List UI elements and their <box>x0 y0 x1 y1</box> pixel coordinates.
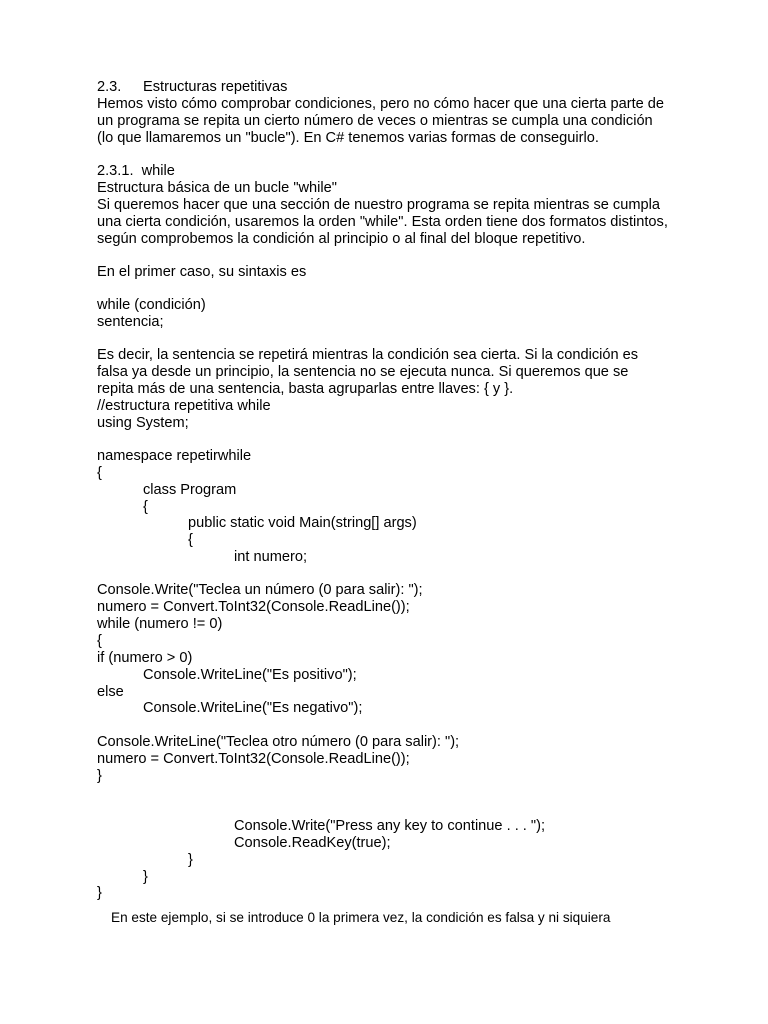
code-line: { <box>143 499 148 515</box>
code-line: } <box>143 869 148 885</box>
code-line: numero = Convert.ToInt32(Console.ReadLine()); <box>97 751 410 767</box>
section-number: 2.3. <box>97 79 122 95</box>
code-line: { <box>97 465 102 481</box>
code-line: if (numero > 0) <box>97 650 193 666</box>
code-line: Console.WriteLine("Teclea otro número (0 para salir): "); <box>97 734 460 750</box>
code-line: } <box>97 885 102 901</box>
section-heading <box>97 79 287 96</box>
paragraph-line: una cierta condición, usaremos la orden "while". Esta orden tiene dos formatos distintos, <box>97 214 668 230</box>
code-line: Console.WriteLine("Es negativo"); <box>143 700 363 716</box>
code-line: Console.Write("Press any key to continue . . . "); <box>234 818 546 834</box>
paragraph-line: según comprobemos la condición al principio o al final del bloque repetitivo. <box>97 231 586 247</box>
code-line: { <box>188 532 193 548</box>
code-line: using System; <box>97 415 189 431</box>
syntax-line: sentencia; <box>97 314 164 330</box>
subsection-number: 2.3.1. <box>97 163 134 179</box>
code-line: //estructura repetitiva while <box>97 398 271 414</box>
code-line: Console.ReadKey(true); <box>234 835 391 851</box>
syntax-line: while (condición) <box>97 297 206 313</box>
subsection-heading <box>97 163 175 180</box>
code-line: else <box>97 684 124 700</box>
explanation-line: falsa ya desde un principio, la sentencia no se ejecuta nunca. Si queremos que se <box>97 364 629 380</box>
code-line: namespace repetirwhile <box>97 448 252 464</box>
subsection-title: while <box>141 163 175 179</box>
code-line: class Program <box>143 482 237 498</box>
section-title: Estructuras repetitivas <box>143 79 288 95</box>
code-line: int numero; <box>234 549 308 565</box>
intro-line: Hemos visto cómo comprobar condiciones, pero no cómo hacer que una cierta parte de <box>97 96 665 112</box>
code-line: Console.WriteLine("Es positivo"); <box>143 667 357 683</box>
explanation-line: repita más de una sentencia, basta agruparlas entre llaves: { y }. <box>97 381 514 397</box>
code-line: numero = Convert.ToInt32(Console.ReadLine()); <box>97 599 410 615</box>
code-line: public static void Main(string[] args) <box>188 515 417 531</box>
intro-line: (lo que llamaremos un "bucle"). En C# tenemos varias formas de conseguirlo. <box>97 130 599 146</box>
intro-line: un programa se repita un cierto número de veces o mientras se cumpla una condición <box>97 113 653 129</box>
footer-text: En este ejemplo, si se introduce 0 la primera vez, la condición es falsa y ni siquiera <box>111 910 611 925</box>
explanation-line: Es decir, la sentencia se repetirá mientras la condición sea cierta. Si la condición es <box>97 347 639 363</box>
code-line: { <box>97 633 102 649</box>
syntax-intro: En el primer caso, su sintaxis es <box>97 264 307 280</box>
code-line: } <box>97 768 102 784</box>
code-line: while (numero != 0) <box>97 616 223 632</box>
code-line: } <box>188 852 193 868</box>
paragraph-line: Si queremos hacer que una sección de nuestro programa se repita mientras se cumpla <box>97 197 660 213</box>
code-line: Console.Write("Teclea un número (0 para salir): "); <box>97 582 423 598</box>
subsection-subtitle: Estructura básica de un bucle "while" <box>97 180 337 196</box>
